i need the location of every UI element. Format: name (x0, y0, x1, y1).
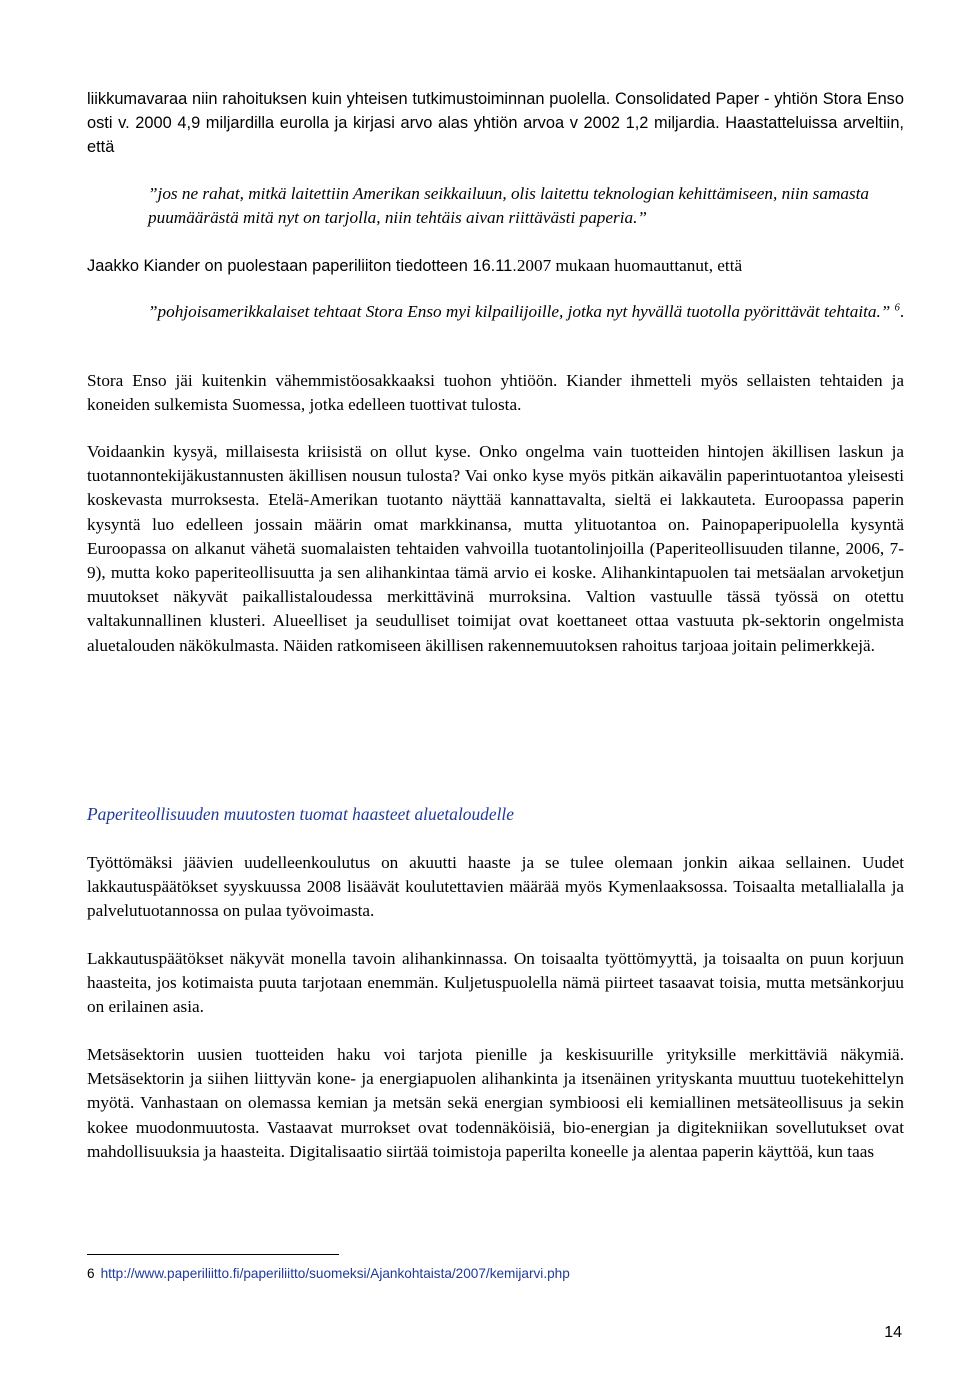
section-heading: Paperiteollisuuden muutosten tuomat haasteet aluetaloudelle (87, 804, 514, 824)
page-number: 14 (884, 1324, 902, 1341)
paragraph-crisis: Voidaankin kysyä, millaisesta kriisistä on ollut kyse. Onko ongelma vain tuotteiden hintojen äkillisen laskun ja tuotannontekijäkustannusten äkillisen nousun tulosta? Vai onko kyse myös pitkän aikavälin paperintuotantoa yleisesti koskevasta murroksesta. Etelä-Amerikan tuotanto näyttää kannattavalta, sieltä ei lakkauteta. Euroopassa paperin kysyntä luo edelleen jossain määrin omat markkinansa, mutta ylituotantoa on. Painopaperipuolella kysyntä Euroopassa on alkanut vähetä suomalaisten tehtaiden vahvoilla tuotantolinjoilla (Paperiteollisuuden tilanne, 2006, 7-9), mutta koko paperiteollisuutta ja sen alihankintaa tämä arvio ei koske. Alihankintapuolen tai metsäalan arvoketjun muutokset näkyvät paikallistaloudessa merkittävinä murroksina. Valtion vastuulle tässä työssä on otettu valtakunnallinen klusteri. Alueelliset ja seudulliset toimijat ovat koettaneet ottaa vastuuta pk-sektorin ongelmista aluetalouden näkökulmasta. Näiden ratkomiseen äkillisen rakennemuutoksen rahoitus tarjoaa joitain pelimerkkejä. (87, 442, 904, 655)
quote-block-2-text: ”pohjoisamerikkalaiset tehtaat Stora Enso myi kilpailijoille, jotka nyt hyvällä tuotolla pyörittävät tehtaita.” (148, 302, 891, 321)
paragraph-intro (87, 87, 904, 160)
footnote-number: 6 (87, 1266, 95, 1281)
footnote-divider (87, 1254, 339, 1255)
paragraph-subcontracting: Lakkautuspäätökset näkyvät monella tavoin alihankinnassa. On toisaalta työttömyyttä, ja toisaalta on puun korjuun haasteita, jos kotimaista puuta tarjotaan enemmän. Kuljetuspuolella nämä piirteet tasaavat toisia, mutta metsänkorjuu on erilainen asia. (87, 949, 904, 1017)
paragraph-kiander (87, 254, 904, 278)
paragraph-kiander-lead: Jaakko Kiander on puolestaan paperiliiton tiedotteen 16.11. (87, 257, 517, 275)
paragraph-retraining: Työttömäksi jäävien uudelleenkoulutus on akuutti haaste ja se tulee olemaan jonkin aikaa sellainen. Uudet lakkautuspäätökset syyskuussa 2008 lisäävät koulutettavien määrää myös Kymenlaaksossa. Toisaalta metallialalla ja palvelutuotannossa on pulaa työvoimasta. (87, 853, 904, 921)
paragraph-new-products: Metsäsektorin uusien tuotteiden haku voi tarjota pienille ja keskisuurille yrityksille merkittäviä näkymiä. Metsäsektorin ja siihen liittyvän kone- ja energiapuolen alihankinta ja itsenäinen yrityskanta muuttuu tuotekehittelyn myötä. Vanhastaan on olemassa kemian ja metsän sekä energian symbioosi eli kemiallinen metsäteollisuus ja sekin kokee muodonmuutosta. Vastaavat murrokset ovat todennäköisiä, bio-energian ja digitekniikan sovellutukset ovat mahdollisuuksia ja haasteita. Digitalisaatio siirtää toimistoja paperilta koneelle ja alentaa paperin käyttöä, kun taas (87, 1045, 904, 1161)
paragraph-intro-text: liikkumavaraa niin rahoituksen kuin yhteisen tutkimustoiminnan puolella. Consolidated Paper - yhtiön Stora Enso osti v. 2000 4,9 miljardilla eurolla ja kirjasi arvo alas yhtiön arvoa v 2002 1,2 miljardia. (87, 90, 904, 133)
quote-block-2-end: . (899, 302, 905, 321)
footnote-link[interactable]: http://www.paperiliitto.fi/paperiliitto/suomeksi/Ajankohtaista/2007/kemijarvi.php (100, 1266, 570, 1281)
footnote (87, 1264, 570, 1284)
footnote-reference[interactable]: 6 (894, 302, 900, 314)
paragraph-intro-lead: Haastatteluissa arveltiin, että (87, 114, 904, 157)
quote-block-1: ”jos ne rahat, mitkä laitettiin Amerikan seikkailuun, olis laitettu teknologian kehittämiseen, niin samasta puumäärästä mitä nyt on tarjolla, niin tehtäis aivan riittävästi paperia.” (148, 184, 870, 227)
paragraph-kiander-rest: 2007 mukaan huomauttanut, että (516, 256, 743, 275)
quote-block-2 (148, 300, 905, 324)
paragraph-minority-stake: Stora Enso jäi kuitenkin vähemmistöosakkaaksi tuohon yhtiöön. Kiander ihmetteli myös sellaisten tehtaiden ja koneiden sulkemista Suomessa, jotka edelleen tuottivat tulosta. (87, 371, 904, 415)
